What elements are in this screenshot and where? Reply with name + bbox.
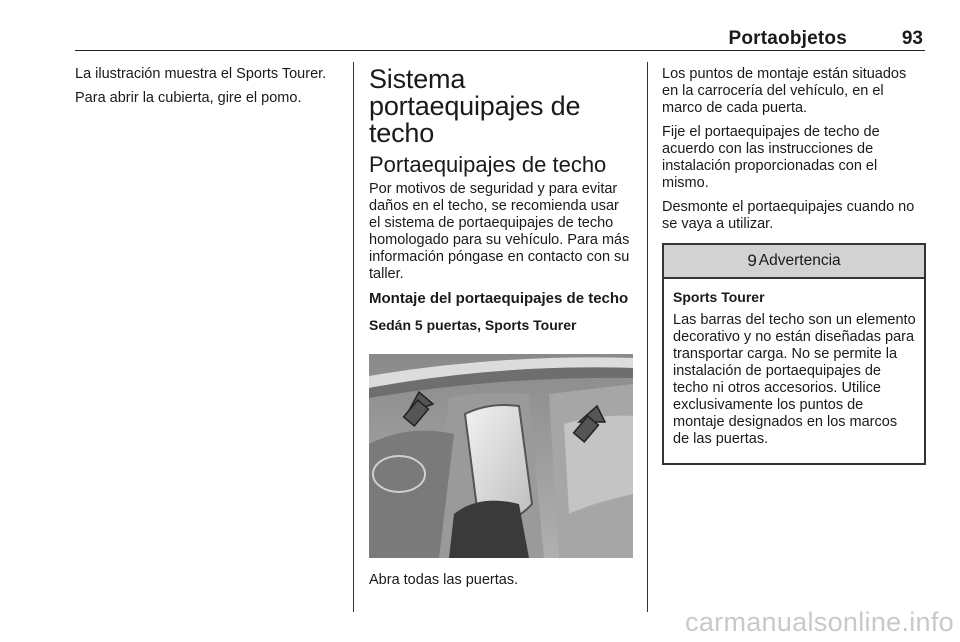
column-right xyxy=(662,66,926,465)
warning-title: Advertencia xyxy=(758,252,841,269)
paragraph: La ilustración muestra el Sports Tourer. xyxy=(75,66,327,82)
page-header xyxy=(75,28,925,51)
warning-header xyxy=(664,245,924,279)
section-title: Sistema portaequipajes de techo xyxy=(369,64,581,148)
paragraph: Fije el portaequipajes de techo de acuerdo con las instrucciones de instalación proporcionadas con el mismo. xyxy=(662,124,880,191)
warning-box xyxy=(662,243,926,465)
paragraph: Para abrir la cubierta, gire el pomo. xyxy=(75,90,302,106)
column-divider xyxy=(353,62,354,612)
variant-label: Sedán 5 puertas, Sports Tourer xyxy=(369,317,577,333)
figure-caption: Abra todas las puertas. xyxy=(369,572,519,588)
subsection-title: Portaequipajes de techo xyxy=(369,152,607,177)
intro-paragraph: Por motivos de seguridad y para evitar daños en el techo, se recomienda usar el sistema de portaequipajes de techo homologado para su vehículo. Para más información póngase en contacto con su taller. xyxy=(369,181,630,282)
mounting-heading: Montaje del portaequipajes de techo xyxy=(369,290,629,307)
warning-subtitle: Sports Tourer xyxy=(673,289,765,305)
roof-mount-illustration xyxy=(369,354,633,558)
page-number: 93 xyxy=(901,28,923,49)
warning-text: Las barras del techo son un elemento decorativo y no están diseñadas para transportar carga. No se permite la instalación de portaequipajes de techo ni otros accesorios. Utilice exclusivamente los puntos de montaje designados en los marcos de las puertas. xyxy=(673,312,916,447)
column-middle xyxy=(369,66,633,596)
header-title: Portaobjetos xyxy=(728,28,847,49)
paragraph: Desmonte el portaequipajes cuando no se vaya a utilizar. xyxy=(662,199,915,232)
column-divider xyxy=(647,62,648,612)
warning-body xyxy=(664,279,924,463)
column-left xyxy=(75,66,337,114)
warning-icon: 9 xyxy=(747,251,757,270)
paragraph: Los puntos de montaje están situados en la carrocería del vehículo, en el marco de cada puerta. xyxy=(662,66,907,116)
watermark: carmanualsonline.info xyxy=(685,607,954,637)
